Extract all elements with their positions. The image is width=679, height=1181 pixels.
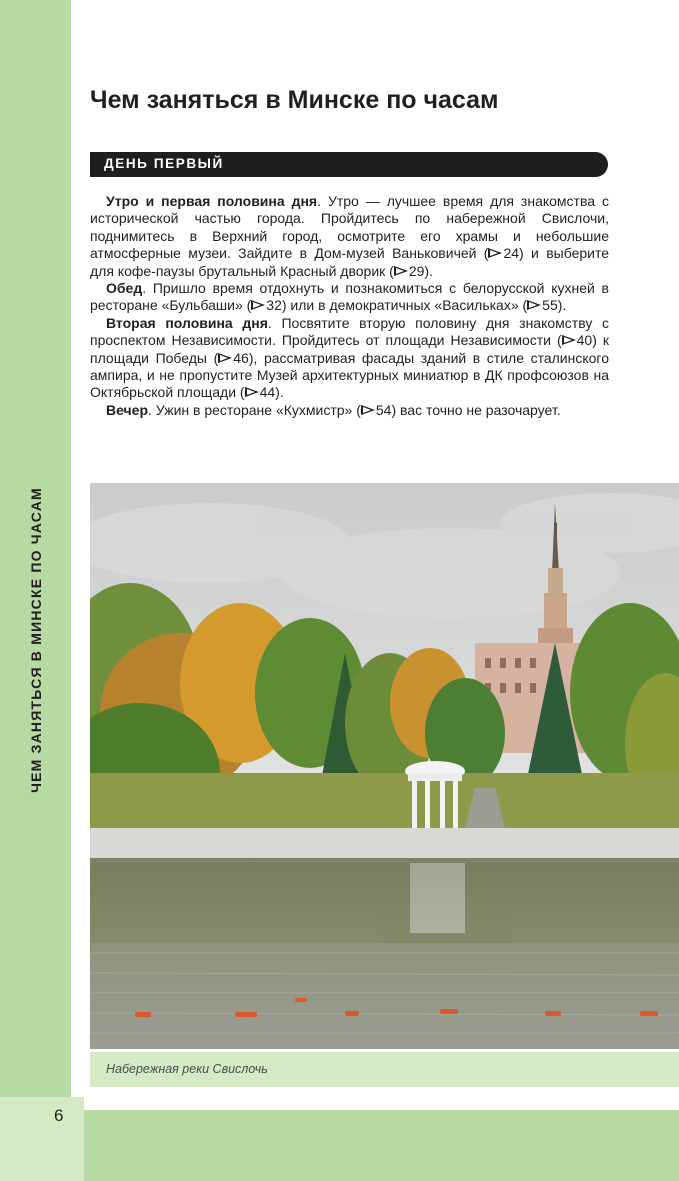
page-ref: 32 — [266, 297, 282, 314]
lawn — [90, 773, 679, 828]
page-ref-arrow-icon — [251, 300, 265, 310]
page-ref: 54 — [375, 401, 392, 418]
page-ref: 55 — [542, 297, 558, 314]
paragraph-lead: Вечер — [106, 401, 149, 418]
paragraph-lunch: Обед. Пришло время отдохнуть и познакомиться с белорусской кухней в ресторане «Бульбаши» ( 32) или в демократичных «Васильках» ( 55). — [90, 280, 609, 314]
page-ref: 40 — [576, 332, 593, 349]
page-ref: 44 — [259, 384, 276, 401]
paragraph-afternoon: Вторая половина дня. Посвятите вторую половину дня знакомству с проспектом Независимости. Пройдитесь от площади Независимости ( 40) к площади Победы ( 46), рассматривая фасады зданий в стиле сталинского ампира, и не пропустите Музей архитектурных миниатюр в ДК профсоюзов на Октябрьской площади ( 44). — [90, 314, 610, 401]
photo-caption-box — [90, 1052, 679, 1087]
page-ref-arrow-icon — [562, 335, 576, 345]
page-ref-arrow-icon — [245, 387, 259, 397]
page-ref: 29 — [408, 262, 425, 279]
body-text — [90, 193, 609, 419]
page-ref-arrow-icon — [361, 405, 375, 415]
page-ref-arrow-icon — [488, 248, 502, 258]
page-ref: 24 — [503, 245, 520, 262]
reflections — [90, 863, 679, 943]
paragraph-evening: Вечер. Ужин в ресторане «Кухмистр» ( 54) вас точно не разочарует. — [106, 401, 561, 418]
page-ref-arrow-icon — [394, 266, 408, 276]
paragraph-lead: Вторая половина дня — [106, 314, 268, 331]
section-header-bar — [90, 152, 608, 177]
embankment-photo — [90, 483, 679, 1049]
section-header-label: ДЕНЬ ПЕРВЫЙ — [104, 156, 224, 171]
paragraph-morning: Утро и первая половина дня. Утро — лучшее время для знакомства с исторической частью города. Пройдитесь по набережной Свислочи, поднимитесь в Верхний город, осмотрите его храмы и небольшие атмосферные музеи. Зайдите в Дом-музей Ваньковичей ( 24) и выберите для кофе-паузы брутальный Красный дворик ( 29). — [90, 193, 609, 279]
paragraph-lead: Обед — [106, 280, 143, 297]
photo-caption: Набережная реки Свислочь — [106, 1062, 268, 1076]
page-number-box — [0, 1097, 84, 1181]
paragraph-lead: Утро и первая половина дня — [106, 193, 318, 209]
page-title: Чем заняться в Минске по часам — [90, 86, 499, 114]
page-ref-arrow-icon — [218, 353, 232, 363]
page-ref-arrow-icon — [527, 300, 541, 310]
page-ref: 46 — [233, 349, 249, 366]
running-head-vertical: ЧЕМ ЗАНЯТЬСЯ В МИНСКЕ ПО ЧАСАМ — [28, 487, 44, 793]
bottom-band — [84, 1110, 679, 1181]
page-number: 6 — [54, 1106, 64, 1125]
embankment-wall — [90, 828, 679, 858]
